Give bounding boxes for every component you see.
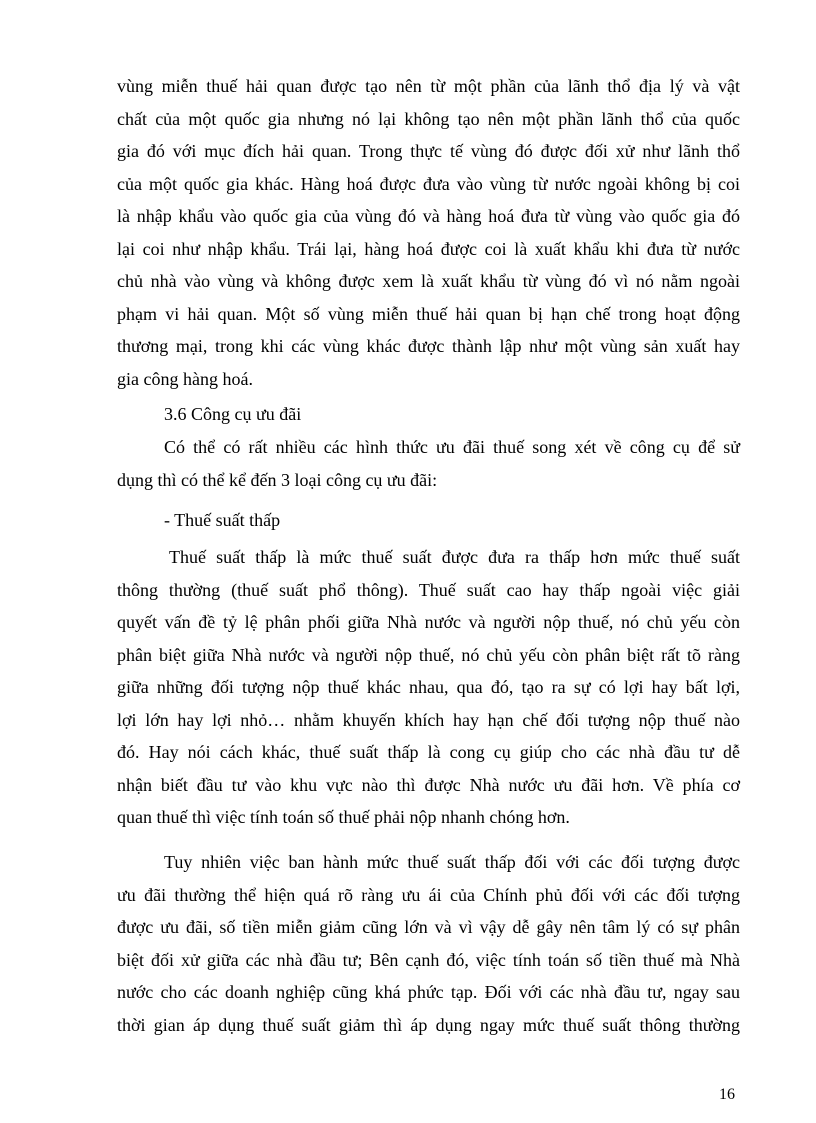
paragraph-incentive-tools — [117, 431, 740, 496]
text-line: Tuy nhiên việc ban hành mức thuế suất thấp đối với các đối tượng được — [164, 852, 740, 872]
text-line: Có thể có rất nhiều các hình thức ưu đãi thuế song xét về công cụ để sử — [164, 437, 740, 457]
text-line: chất của một quốc gia nhưng nó lại không tạo nên một phần lãnh thổ của quốc — [117, 108, 740, 129]
text-line: đó. Hay nói cách khác, thuế suất thấp là cong cụ giúp cho các nhà đầu tư dễ — [117, 742, 740, 762]
text-line: chủ nhà vào vùng và không được xem là xuất khẩu từ vùng đó vì nó nằm ngoài — [117, 271, 740, 291]
section-heading — [164, 398, 301, 431]
text-line: quyết vấn đề tỷ lệ phân phối giữa Nhà nước và người nộp thuế, nó chủ yếu còn — [117, 612, 740, 632]
text-line: thông thường (thuế suất phổ thông). Thuế suất cao hay thấp ngoài việc giải — [117, 579, 740, 600]
text-line: của một quốc gia khác. Hàng hoá được đưa vào vùng từ nước ngoài không bị coi — [117, 173, 740, 194]
section-heading-text: 3.6 Công cụ ưu đãi — [164, 404, 302, 424]
text-line: thương mại, trong khi các vùng khác được thành lập như một vùng sản xuất hay — [117, 336, 740, 356]
text-line: giữa những đối tượng nộp thuế khác nhau, qua đó, tạo ra sự có lợi hay bất lợi, — [117, 677, 740, 697]
text-line: quan thuế thì việc tính toán số thuế phải nộp nhanh chóng hơn. — [117, 807, 570, 827]
text-line: vùng miễn thuế hải quan được tạo nên từ một phần của lãnh thổ địa lý và vật — [117, 76, 740, 96]
text-line: được ưu đãi, số tiền miễn giảm cũng lớn và vì vậy dễ gây nên tâm lý có sự phân — [117, 917, 740, 937]
text-line: phân biệt giữa Nhà nước và người nộp thuế, nó chủ yếu còn phân biệt rất tõ ràng — [117, 644, 740, 665]
text-line: lại coi như nhập khẩu. Trái lại, hàng hoá được coi là xuất khẩu khi đưa từ nước — [117, 238, 740, 259]
text-line: Thuế suất thấp là mức thuế suất được đưa ra thấp hơn mức thuế suất — [169, 547, 740, 567]
text-line: phạm vi hải quan. Một số vùng miễn thuế hải quan bị hạn chế trong hoạt động — [117, 303, 740, 324]
text-line: gia đó với mục đích hải quan. Trong thực tế vùng đó được đối xử như lãnh thổ — [117, 141, 740, 161]
paragraph-customs-free-zone — [117, 70, 740, 395]
text-line: ưu đãi thường thể hiện quá rõ ràng ưu ái của Chính phủ đối với các đối tượng — [117, 884, 740, 905]
text-line: biệt đối xử giữa các nhà đầu tư; Bên cạnh đó, việc tính toán số tiền thuế mà Nhà — [117, 949, 740, 970]
list-item-low-tax-rate — [164, 504, 280, 537]
paragraph-low-tax-rate — [117, 541, 740, 834]
text-line: nhận biết đầu tư vào khu vực nào thì được Nhà nước ưu đãi hơn. Về phía cơ — [117, 774, 740, 795]
text-line: nước cho các doanh nghiệp cũng khá phức tạp. Đối với các nhà đầu tư, ngay sau — [117, 982, 740, 1002]
list-item-text: - Thuế suất thấp — [164, 510, 281, 530]
text-line: thời gian áp dụng thuế suất giảm thì áp dụng ngay mức thuế suất thông thường — [117, 1014, 740, 1035]
text-line: gia công hàng hoá. — [117, 368, 253, 389]
text-line: lợi lớn hay lợi nhỏ… nhằm khuyến khích hay hạn chế đối tượng nộp thuế nào — [117, 709, 740, 730]
paragraph-however — [117, 846, 740, 1041]
page-number: 16 — [719, 1086, 735, 1103]
text-line: dụng thì có thể kể đến 3 loại công cụ ưu đãi: — [117, 469, 438, 490]
text-line: là nhập khẩu vào quốc gia của vùng đó và hàng hoá đưa từ vùng vào quốc gia đó — [117, 206, 740, 226]
